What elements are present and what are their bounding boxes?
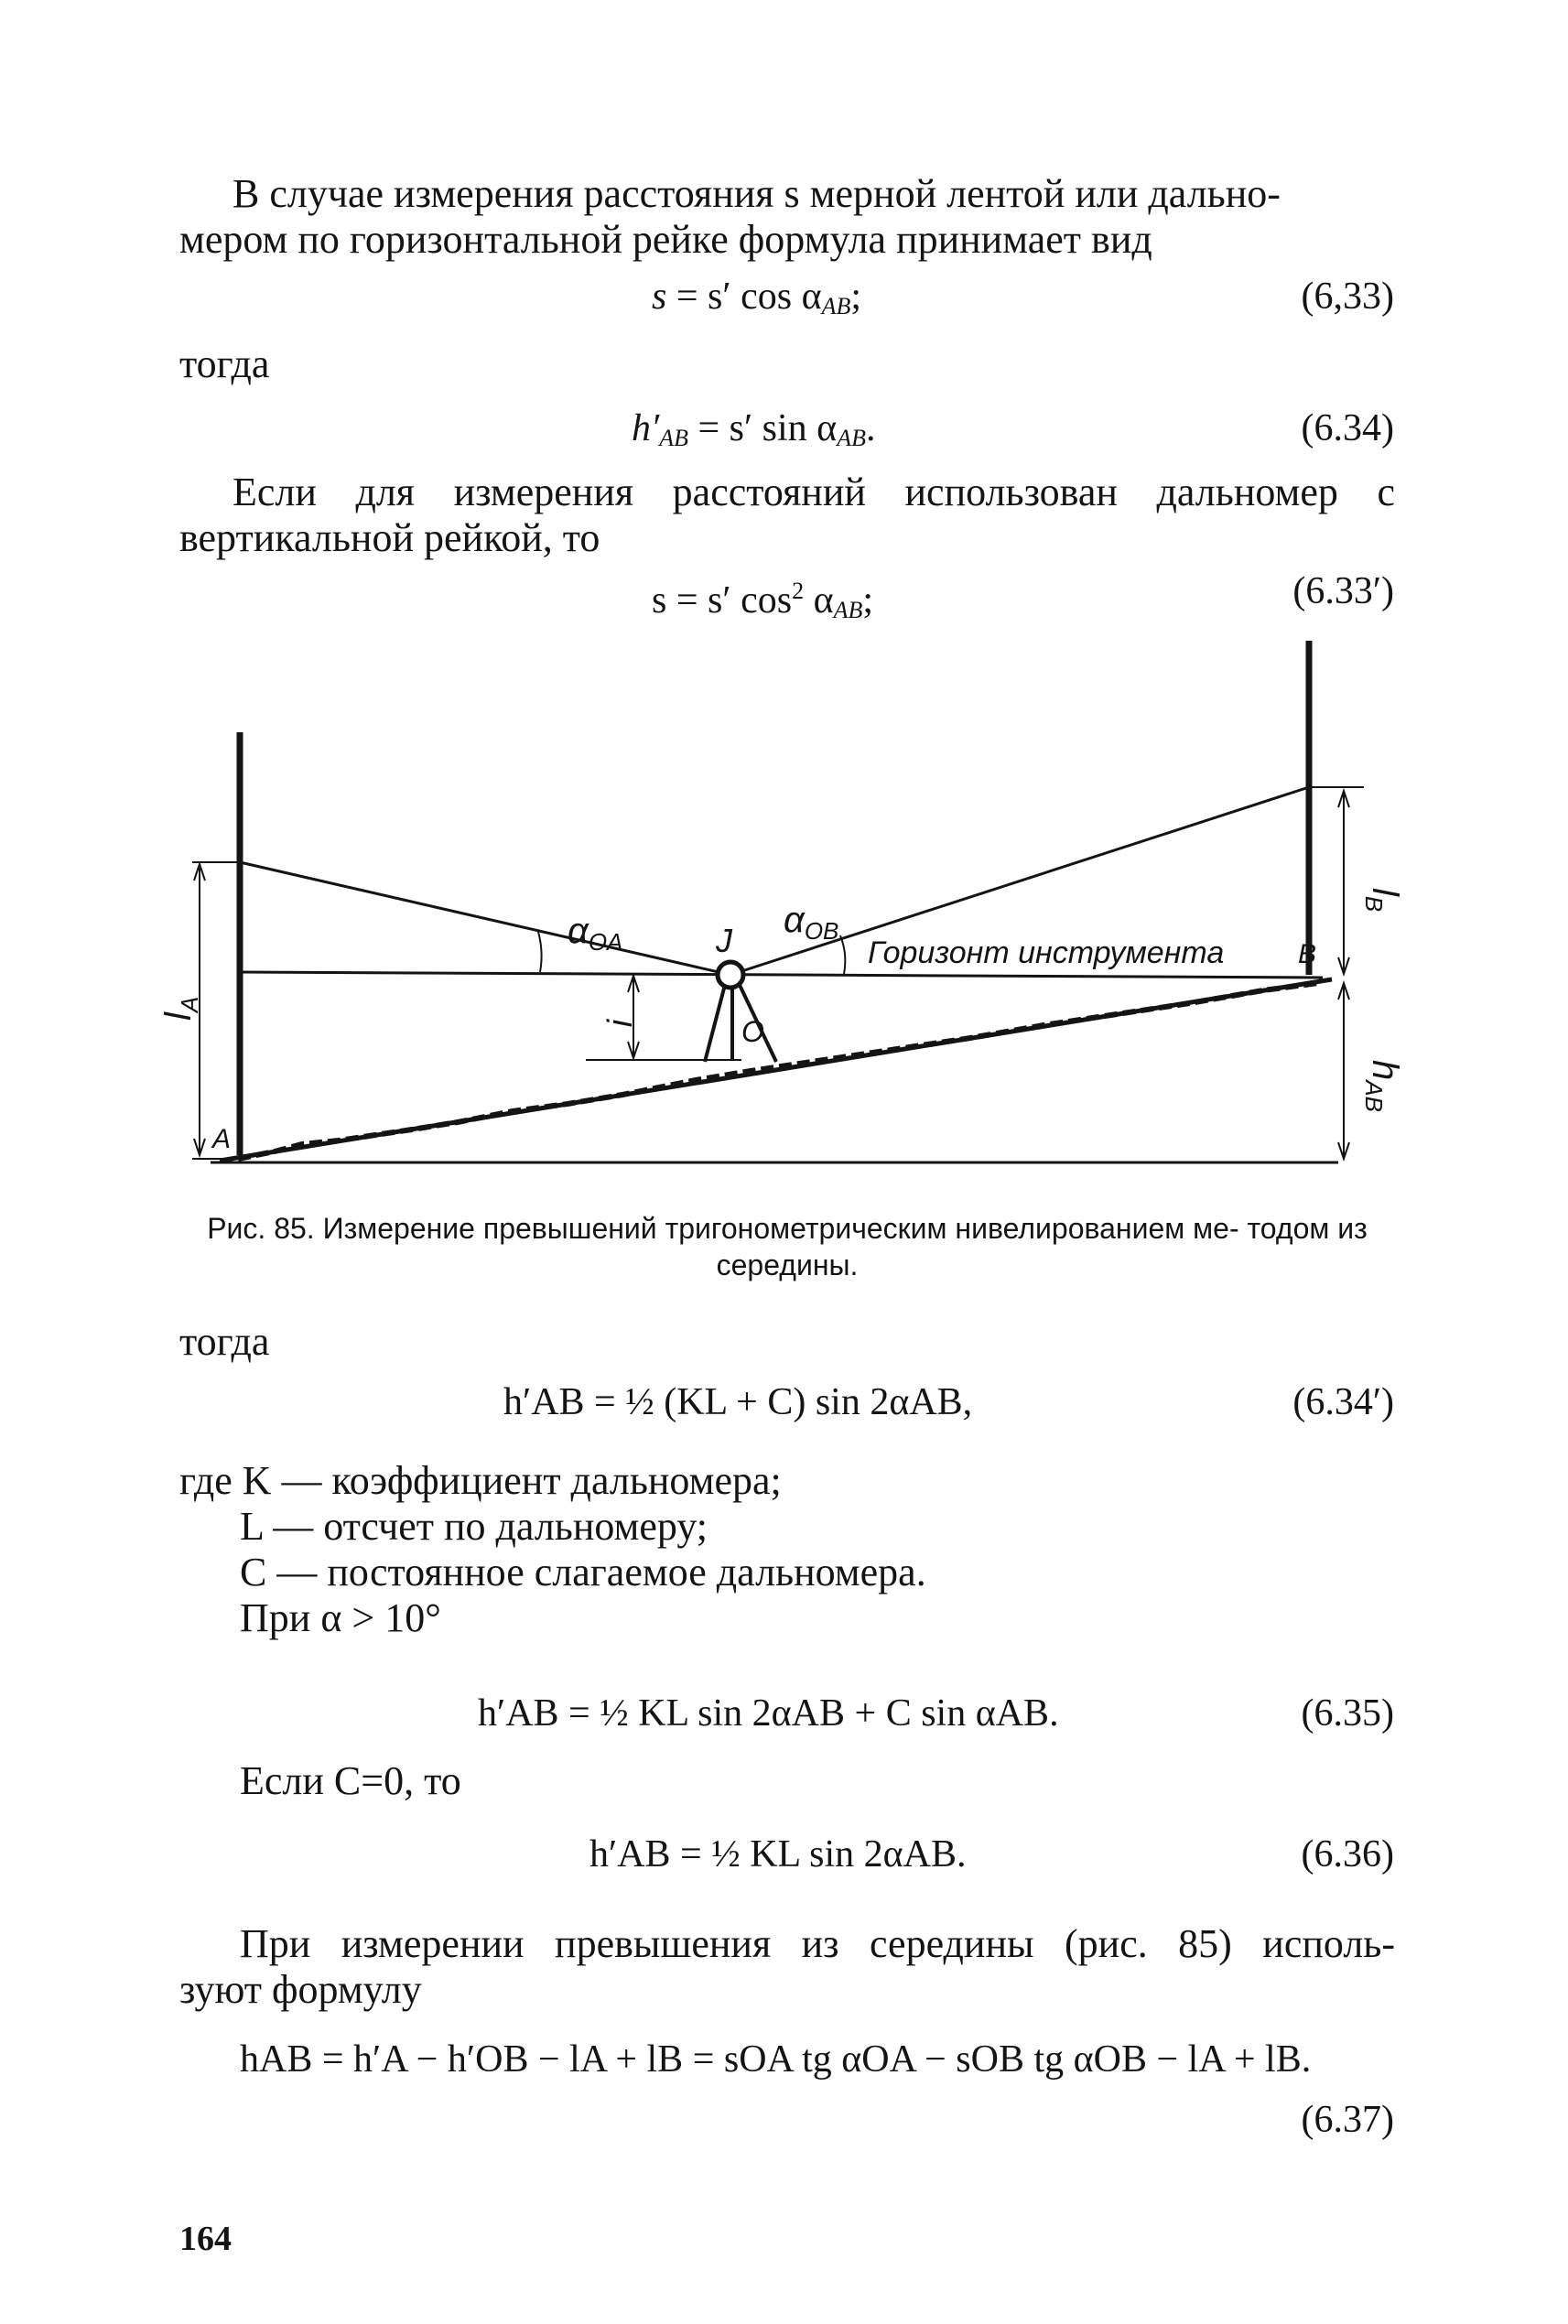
label-lA: $l_A$ <box>158 996 203 1021</box>
label-i: i <box>601 1019 640 1028</box>
label-O: O <box>741 1015 764 1048</box>
formula-6-37: hAB = h′A − h′OB − lA + lB = sOA tg αOA − sOB tg αOB − lA + lB. <box>240 2038 1312 2081</box>
angle-arc-OA <box>538 932 542 972</box>
formula-6-34: $h'_{AB} = s'$ $\sin \alpha_{AB}$. <box>632 407 876 451</box>
label-J: J <box>716 922 732 959</box>
label-alpha-OB: $\alpha_{OB}$ <box>784 900 839 945</box>
sight-line-to-A <box>240 862 730 975</box>
tripod-leg-left <box>705 981 726 1062</box>
formula-6-35: h′AB = ½ KL sin 2αAB + C sin αAB. <box>478 1692 1059 1735</box>
label-B: B <box>1298 939 1317 969</box>
label-hAB: $h_{AB}$ <box>1360 1060 1405 1112</box>
para2-line-1: Если для измерения расстояний использован дальномер с <box>232 470 1395 514</box>
condition-alpha: При α > 10° <box>240 1595 441 1640</box>
equation-number-6-34: (6.34) <box>1301 407 1394 449</box>
equation-number-6-36: (6.36) <box>1301 1833 1394 1875</box>
word-togda-1: тогда <box>179 341 270 386</box>
label-A: A <box>212 1124 232 1154</box>
def-L: L — отсчет по дальномеру; <box>240 1504 708 1549</box>
intro-line-1: В случае измерения расстояния s мерной лентой или дально- <box>232 171 1281 216</box>
formula-6-34-prime: h′AB = ½ (KL + C) sin 2αAB, <box>503 1381 973 1423</box>
intro-line-2: мером по горизонтальной рейке формула принимает вид <box>179 217 1152 262</box>
label-horizon: Горизонт инструмента <box>868 935 1225 970</box>
horizon-line <box>240 972 1323 978</box>
word-togda-2: тогда <box>179 1319 270 1364</box>
formula-6-36: h′AB = ½ KL sin 2αAB. <box>589 1833 967 1875</box>
equation-number-6-33-prime: (6.33′) <box>1292 570 1394 612</box>
label-lB: $l_B$ <box>1360 888 1405 913</box>
para3-line-2: зуют формулу <box>179 1967 422 2012</box>
equation-number-6-34-prime: (6.34′) <box>1292 1381 1394 1423</box>
def-K: где K — коэффициент дальномера; <box>179 1458 782 1503</box>
equation-number-6-37: (6.37) <box>1301 2099 1394 2141</box>
formula-6-33: s = s′ $\cos \alpha_{AB}$; <box>652 276 862 319</box>
figure-caption: Рис. 85. Измерение превышений тригонометрическим нивелированием ме- тодом из середины. <box>207 1212 1368 1281</box>
para3-line-1: При измерении превышения из середины (рис. 85) исполь- <box>240 1921 1395 1966</box>
def-C: C — постоянное слагаемое дальномера. <box>240 1550 926 1594</box>
instrument-circle <box>718 962 743 988</box>
label-alpha-OA: $\alpha_{OA}$ <box>568 911 623 956</box>
para2-line-2: вертикальной рейкой, то <box>179 515 600 560</box>
angle-arc-OB <box>840 935 845 974</box>
formula-6-33-prime: s = s′ $\cos^2 \alpha_{AB}$; <box>652 578 874 623</box>
equation-number-6-33: (6,33) <box>1301 276 1394 318</box>
page-number: 164 <box>179 2220 232 2258</box>
equation-number-6-35: (6.35) <box>1301 1692 1394 1735</box>
if-c-zero: Если C=0, то <box>240 1758 461 1803</box>
